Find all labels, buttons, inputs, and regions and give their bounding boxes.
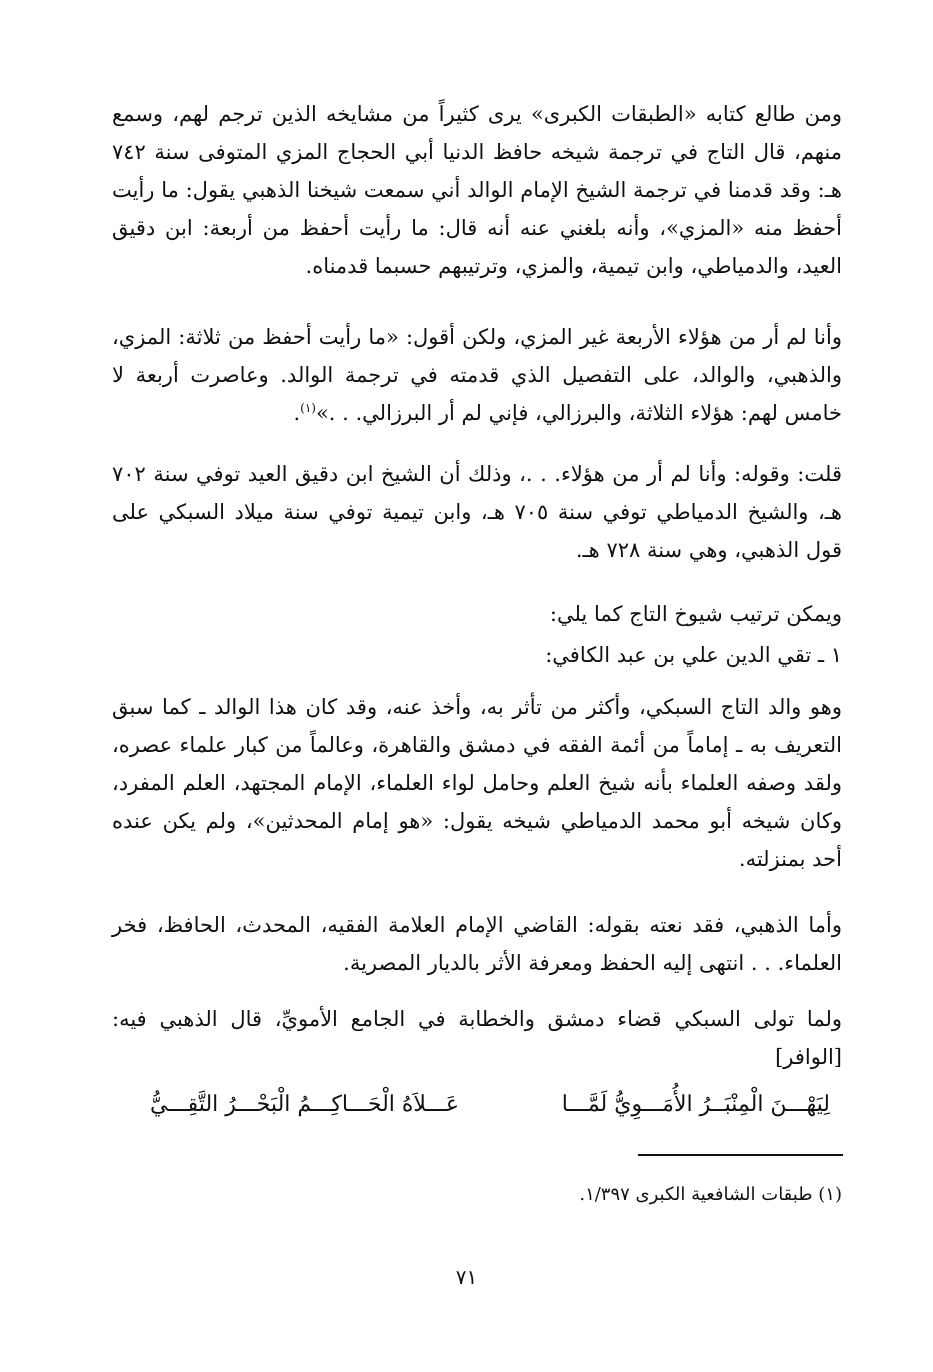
- paragraph-text: وأنا لم أر من هؤلاء الأربعة غير المزي، ولكن أقول: «ما رأيت أحفظ من ثلاثة: المزي، والذهبي، والوالد، على التفصيل الذي قدمته في ترجمة الوالد. وعاصرت أربعة لا خامس لهم: هؤلاء الثلاثة، والبرزالي، فإني لم أر البرزالي. . .»: [112, 325, 842, 425]
- paragraph: وهو والد التاج السبكي، وأكثر من تأثر به، وأخذ عنه، وقد كان هذا الوالد ـ كما سبق التعريف به ـ إماماً من أئمة الفقه في دمشق والقاهرة، وعالماً من كبار علماء عصره، ولقد وصفه العلماء بأنه شيخ العلم وحامل لواء العلماء، الإمام المجتهد، العلم المفرد، وكان شيخه أبو محمد الدمياطي شيخه يقول: «هو إمام المحدثين»، ولم يكن عنده أحد بمنزلته.: [112, 695, 842, 871]
- poem-verse: [150, 1085, 830, 1125]
- verse-first-hemistich: لِيَهْـــنَ الْمِنْبَــرُ الأُمَـــوِيُّ لَمَّـــا: [561, 1092, 830, 1117]
- paragraph: وأما الذهبي، فقد نعته بقوله: القاضي الإمام العلامة الفقيه، المحدث، الحافظ، فخر العلماء. . . انتهى إليه الحفظ ومعرفة الأثر بالديار المصرية.: [112, 913, 842, 975]
- paragraph: ومن طالع كتابه «الطبقات الكبرى» يرى كثيراً من مشايخه الذين ترجم لهم، وسمع منهم، قال التاج في ترجمة شيخه حافظ الدنيا أبي الحجاج المزي المتوفى سنة ٧٤٢ هـ: وقد قدمنا في ترجمة الشيخ الإمام الوالد أني سمعت شيخنا الذهبي يقول: ما رأيت أحفظ منه «المزي»، وأنه بلغني عنه أنه قال: ما رأيت أحفظ من أربعة: ابن دقيق العيد، والدمياطي، وابن تيمية، والمزي، وترتيبهم حسبما قدمناه.: [112, 102, 842, 278]
- footnote-marker: (١): [300, 401, 316, 415]
- section-heading: ١ ـ تقي الدين علي بن عبد الكافي:: [545, 643, 842, 667]
- verse-second-hemistich: عَـــلاَهُ الْحَـــاكِـــمُ الْبَحْـــرُ التَّقِـــيُّ: [150, 1092, 459, 1117]
- paragraph: ولما تولى السبكي قضاء دمشق والخطابة في الجامع الأمويِّ، قال الذهبي فيه: [الوافر]: [112, 1007, 842, 1069]
- paragraph: ويمكن ترتيب شيوخ التاج كما يلي:: [549, 602, 842, 626]
- paragraph: قلت: وقوله: وأنا لم أر من هؤلاء. . .، وذلك أن الشيخ ابن دقيق العيد توفي سنة ٧٠٢ هـ، والشيخ الدمياطي توفي سنة ٧٠٥ هـ، وابن تيمية توفي سنة ميلاد السبكي على قول الذهبي، وهي سنة ٧٢٨ هـ.: [112, 462, 843, 562]
- paragraph-with-footnote: وأنا لم أر من هؤلاء الأربعة غير المزي، ولكن أقول: «ما رأيت أحفظ من ثلاثة: المزي، والذهبي، والوالد، على التفصيل الذي قدمته في ترجمة الوالد. وعاصرت أربعة لا خامس لهم: هؤلاء الثلاثة، والبرزالي، فإني لم أر البرزالي. . .»$^{(١)}$.: [112, 325, 842, 425]
- page-number: ٧١: [455, 1265, 478, 1289]
- footnote-divider: [638, 1154, 843, 1156]
- footnote: (١) طبقات الشافعية الكبرى ١/٣٩٧.: [579, 1184, 842, 1205]
